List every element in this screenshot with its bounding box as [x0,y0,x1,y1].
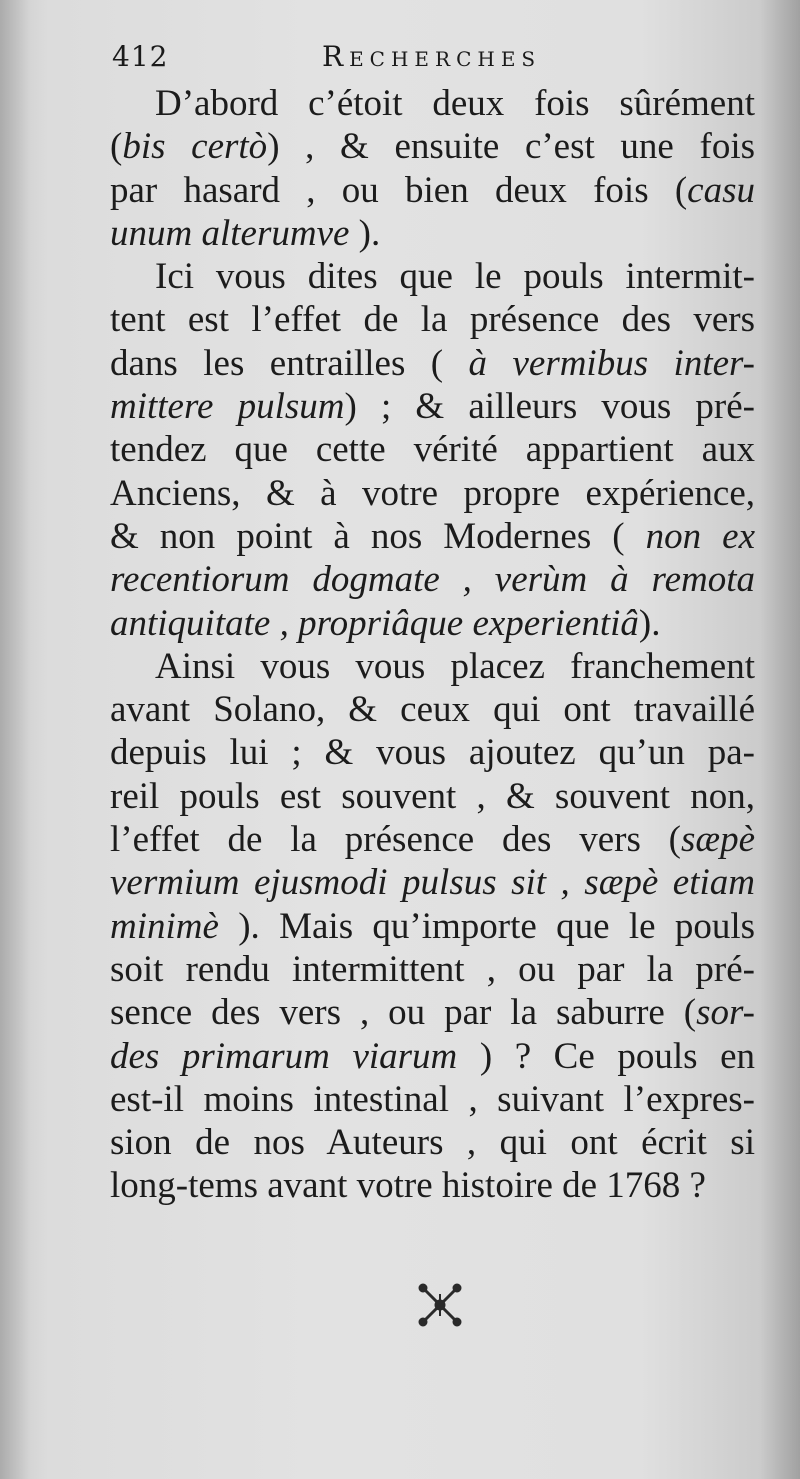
text-line [110,558,755,601]
text-run: long-tems avant votre histoire de 1768 ? [110,1165,706,1207]
italic-latin-text: casu [687,169,755,211]
text-run: ) , & ensuite c’est une fois [267,126,756,168]
text-run: ( [110,126,123,168]
text-line [110,125,755,168]
text-run: & non point à nos Modernes ( [110,515,646,557]
text-run: reil pouls est souvent , & souvent non, [110,775,755,817]
italic-latin-text: des primarum viarum [110,1035,458,1077]
text-line [110,428,755,471]
text-run: Ici vous dites que le pouls intermit- [155,256,755,298]
italic-latin-text: sor- [696,992,755,1034]
text-line [110,602,755,645]
paragraph [110,645,755,1208]
text-line [110,1078,755,1121]
text-line [110,1164,755,1207]
italic-latin-text: antiquitate , propriâque experientiâ [110,602,639,644]
text-run: ). [638,602,661,644]
italic-latin-text: mittere pulsum [110,386,345,428]
text-line [110,169,755,212]
text-run: Ainsi vous vous placez franchement [155,645,755,687]
text-line [110,1121,755,1164]
text-line [110,905,755,948]
text-line [110,861,755,904]
text-line [110,775,755,818]
text-line [110,255,755,298]
page-header [112,40,752,80]
text-line [110,645,755,688]
text-line [110,731,755,774]
text-line [110,1035,755,1078]
running-head: Recherches [322,40,542,73]
text-run: par hasard , ou bien deux fois ( [110,169,688,211]
spine-shadow [760,0,800,1479]
text-run: est-il moins intestinal , suivant l’expres- [110,1078,755,1120]
text-run: dans les entrailles ( [110,342,469,384]
text-run: tent est l’effet de la présence des vers [110,299,755,341]
text-run: ) ? Ce pouls en [457,1035,755,1077]
text-run: l’effet de la présence des vers ( [110,819,681,861]
italic-latin-text: à vermibus inter- [468,342,755,384]
text-run: D’abord c’étoit deux fois sûrément [155,83,755,124]
paragraph [110,82,755,255]
text-line [110,385,755,428]
text-run: ) ; & ailleurs vous pré- [344,386,755,428]
italic-latin-text: vermium ejusmodi pulsus sit , sæpè etiam [110,862,755,904]
text-run: tendez que cette vérité appartient aux [110,429,755,471]
text-line [110,472,755,515]
body-text [110,82,755,1208]
text-run: soit rendu intermittent , ou par la pré- [110,948,755,990]
text-run: Anciens, & à votre propre expérience, [110,472,755,514]
paragraph [110,255,755,645]
text-line [110,298,755,341]
text-run: ). [349,212,381,254]
fleuron-ornament-icon [415,1280,465,1330]
text-line [110,82,755,125]
page-edge-shadow [0,0,30,1479]
text-line [110,818,755,861]
italic-latin-text: non ex [645,515,755,557]
italic-latin-text: minimè [110,905,219,947]
italic-latin-text: bis certò [122,126,268,168]
text-line [110,212,755,255]
italic-latin-text: recentiorum dogmate , verùm à remota [110,559,755,601]
text-line [110,342,755,385]
page-number: 412 [112,40,169,73]
text-run: depuis lui ; & vous ajoutez qu’un pa- [110,732,755,774]
text-run: avant Solano, & ceux qui ont travaillé [110,689,755,731]
italic-latin-text: sæpè [681,819,755,861]
text-run: sence des vers , ou par la saburre ( [110,992,697,1034]
text-line [110,688,755,731]
italic-latin-text: unum alterumve [110,212,350,254]
text-line [110,991,755,1034]
text-line [110,515,755,558]
text-run: sion de nos Auteurs , qui ont écrit si [110,1122,755,1164]
text-line [110,948,755,991]
text-run: ). Mais qu’importe que le pouls [218,905,755,947]
